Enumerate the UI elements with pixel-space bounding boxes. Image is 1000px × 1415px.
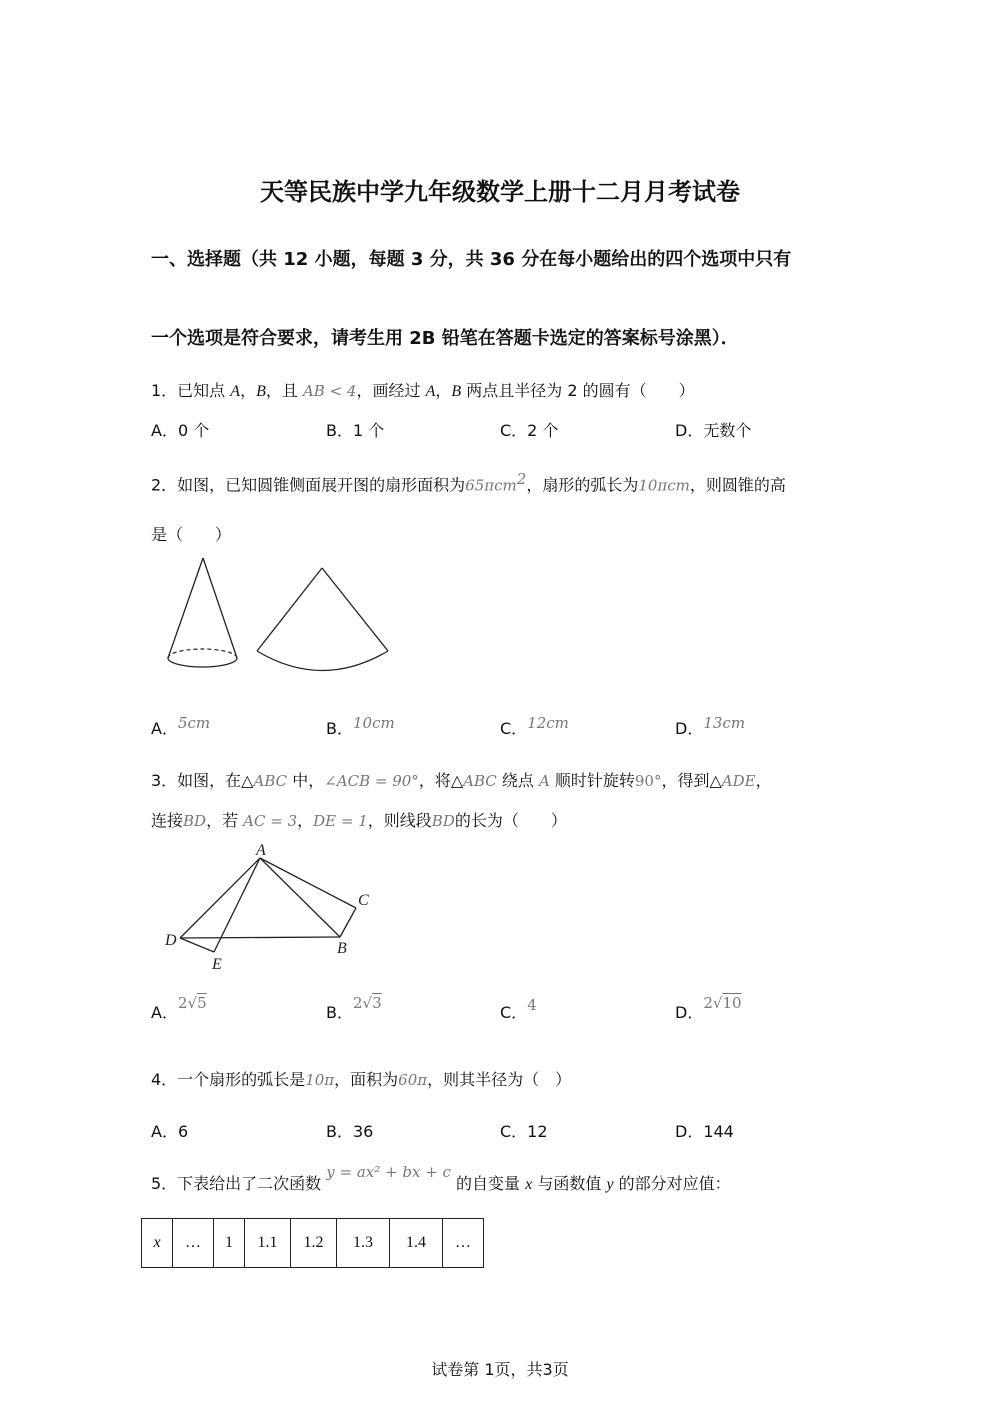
q3-text: 顺时针旋转 — [549, 771, 635, 790]
q3-math: DE = 1 — [313, 812, 368, 830]
q1-option-d[interactable]: D．无数个 — [675, 421, 752, 440]
radicand: 10 — [722, 994, 742, 1012]
cone-and-sector-figure — [160, 550, 400, 680]
coefficient: 2 — [352, 994, 363, 1012]
q3-option-c[interactable] — [500, 996, 537, 1023]
cone-figure — [168, 558, 237, 667]
exam-title: 天等民族中学九年级数学上册十二月月考试卷 — [260, 178, 740, 206]
option-letter: B． — [326, 719, 353, 738]
q3-math: ∠ACB = 90° — [324, 772, 419, 790]
q1-point-b: B — [451, 383, 462, 400]
option-letter: C． — [500, 719, 528, 738]
q3-text: 绕点 — [496, 771, 539, 790]
label-c: C — [358, 892, 369, 909]
q2-option-c[interactable] — [500, 716, 569, 739]
sqrt-sign: √ — [362, 994, 373, 1012]
option-letter: A． — [151, 1003, 178, 1022]
q4-math: 10π — [305, 1071, 335, 1089]
question-4 — [151, 1067, 571, 1090]
q5-text: 的部分对应值： — [613, 1174, 731, 1193]
q3-math: BD — [183, 812, 207, 830]
option-value: 5cm — [177, 714, 211, 732]
q4-option-b[interactable]: B．36 — [326, 1122, 374, 1141]
option-letter: C． — [500, 1003, 528, 1022]
q3-math: A — [538, 772, 550, 790]
q4-option-d[interactable]: D．144 — [675, 1122, 734, 1141]
q3-math: ABC — [253, 772, 288, 790]
page-footer: 试卷第 1页，共3页 — [431, 1360, 569, 1379]
label-e: E — [212, 956, 222, 973]
table-cell: 1.3 — [337, 1219, 390, 1268]
q1-option-a[interactable]: A．0 个 — [151, 421, 210, 440]
q3-text: ，得到△ — [661, 771, 722, 790]
label-d: D — [165, 932, 177, 949]
section-heading-line2: 一个选项是符合要求，请考生用 2B 铅笔在答题卡选定的答案标号涂黑）． — [151, 328, 739, 349]
q3-text: ，若 — [206, 811, 244, 830]
value-table — [141, 1218, 484, 1268]
sqrt-sign: √ — [712, 994, 723, 1012]
q3-math: AC = 3 — [243, 812, 298, 830]
option-value: 10cm — [352, 714, 395, 732]
option-value: 12cm — [527, 714, 569, 732]
q2-math-sup: 2 — [516, 470, 527, 488]
label-a: A — [256, 842, 266, 859]
question-5 — [151, 1163, 731, 1194]
q2-math-unit: cm — [494, 476, 517, 495]
question-2 — [151, 470, 786, 495]
q3-math: 90° — [634, 772, 662, 790]
table-cell: 1.2 — [291, 1219, 337, 1268]
table-row — [142, 1219, 484, 1268]
q1-point-a: A — [425, 383, 436, 400]
q1-math: AB < 4 — [302, 382, 357, 400]
q3-text: 连接 — [151, 811, 184, 830]
q2-math-arc: 10πcm — [638, 476, 690, 495]
q3-text: ， — [297, 811, 314, 830]
triangle-rotation-figure — [160, 838, 390, 978]
sector-figure — [257, 568, 388, 671]
q1-text: 两点且半径为 2 的圆有（ ） — [461, 381, 695, 400]
option-value — [178, 994, 207, 1012]
q1-comma: ， — [240, 381, 257, 400]
table-cell: 1 — [214, 1219, 245, 1268]
q2-line2: 是（ ） — [151, 525, 232, 544]
option-value: 4 — [527, 996, 537, 1014]
question-3 — [151, 768, 772, 791]
q4-text: ，则其半径为（ ） — [427, 1070, 572, 1089]
q3-text: 3．如图，在△ — [151, 771, 254, 790]
coefficient: 2 — [703, 994, 713, 1012]
q3-option-a[interactable] — [151, 994, 207, 1023]
table-cell: … — [443, 1219, 484, 1268]
q3-text: ，将△ — [418, 771, 464, 790]
radicand: 3 — [372, 994, 382, 1012]
q5-var-x: x — [525, 1176, 533, 1193]
q1-point-a: A — [230, 383, 241, 400]
option-value — [703, 994, 741, 1012]
option-letter: A． — [151, 719, 178, 738]
q5-text: 的自变量 — [450, 1174, 526, 1193]
q5-math: y = ax² + bx + c — [326, 1163, 451, 1181]
option-value: 13cm — [703, 714, 746, 732]
radicand: 5 — [197, 994, 207, 1012]
q4-text: 4．一个扇形的弧长是 — [151, 1070, 306, 1089]
q3-math: BD — [431, 812, 455, 830]
q1-text: 1．已知点 — [151, 381, 231, 400]
sqrt-sign: √ — [187, 994, 198, 1012]
q3-text: 的长为（ ） — [454, 811, 567, 830]
q2-text: 2．如图，已知圆锥侧面展开图的扇形面积为 — [151, 475, 466, 495]
option-letter: D． — [675, 719, 704, 738]
q5-text: 5．下表给出了二次函数 — [151, 1174, 327, 1193]
table-cell: … — [173, 1219, 214, 1268]
q3-math: ABC — [463, 772, 497, 790]
q3-text: 中， — [287, 771, 325, 790]
q1-point-b: B — [256, 383, 266, 400]
q1-text: ，且 — [265, 381, 303, 400]
q2-text: ，则圆锥的高 — [689, 475, 786, 495]
q4-math: 60π — [398, 1071, 428, 1089]
q2-text: ，扇形的弧长为 — [526, 475, 639, 495]
q1-comma: ， — [435, 381, 452, 400]
q3-option-b[interactable] — [326, 994, 382, 1023]
q4-option-c[interactable]: C．12 — [500, 1122, 548, 1141]
q4-text: ，面积为 — [334, 1070, 399, 1089]
option-value — [353, 994, 382, 1012]
label-b: B — [337, 940, 347, 957]
q2-option-a[interactable] — [151, 716, 210, 739]
table-cell: 1.4 — [390, 1219, 443, 1268]
q1-text: ，画经过 — [356, 381, 426, 400]
q1-option-b[interactable]: B．1 个 — [326, 421, 385, 440]
q3-text: ，则线段 — [367, 811, 432, 830]
q2-option-d[interactable] — [675, 716, 745, 739]
q3-line2 — [151, 808, 567, 831]
q3-math: ADE — [721, 772, 756, 790]
option-letter: D． — [675, 1003, 704, 1022]
q2-math-area: 65π — [465, 476, 495, 495]
table-cell: x — [142, 1219, 173, 1268]
option-letter: B． — [326, 1003, 353, 1022]
section-heading-line1: 一、选择题（共 12 小题，每题 3 分，共 36 分在每小题给出的四个选项中只有 — [151, 249, 792, 270]
table-cell: 1.1 — [245, 1219, 291, 1268]
q1-option-c[interactable]: C．2 个 — [500, 421, 559, 440]
q3-option-d[interactable] — [675, 994, 742, 1023]
q5-text: 与函数值 — [532, 1174, 607, 1193]
coefficient: 2 — [177, 994, 188, 1012]
q5-var-y: y — [606, 1176, 614, 1193]
question-1 — [151, 378, 695, 401]
q2-option-b[interactable] — [326, 716, 395, 739]
q3-text: ， — [755, 771, 772, 790]
q4-option-a[interactable]: A．6 — [151, 1122, 189, 1141]
